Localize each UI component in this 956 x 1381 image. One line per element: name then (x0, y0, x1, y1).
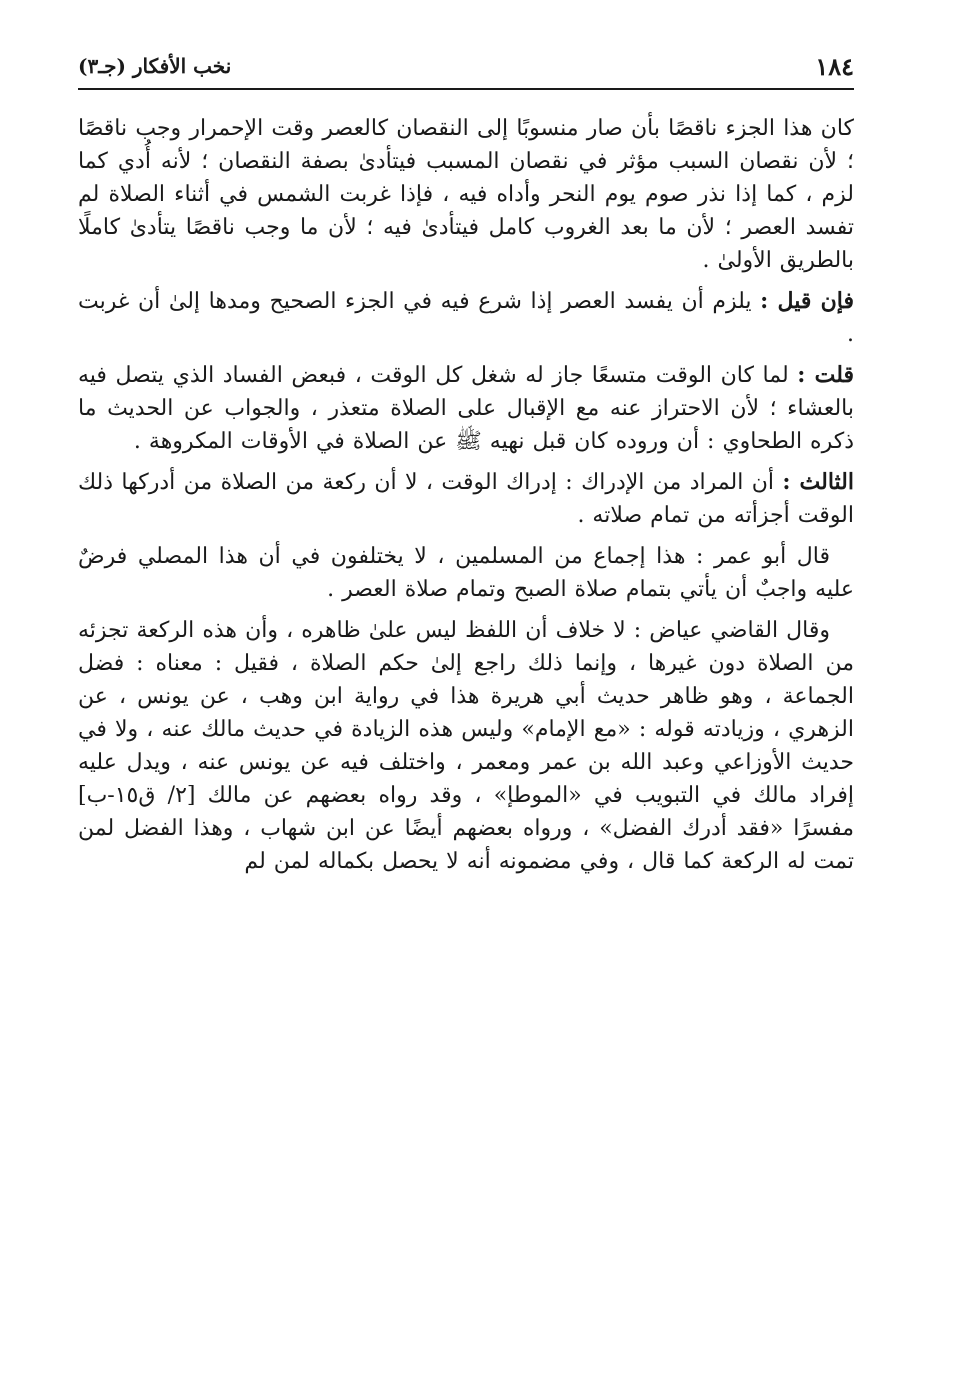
paragraph-1 (78, 112, 854, 277)
book-page (78, 48, 854, 1348)
body-text (78, 112, 854, 878)
paragraph-lead: قلت : (797, 362, 854, 388)
paragraph-text: قال أبو عمر : هذا إجماع من المسلمين ، لا يختلفون في أن هذا المصلي فرضٌ عليه واجبٌ أن يأتي بتمام صلاة الصبح وتمام صلاة العصر . (78, 544, 854, 602)
paragraph-6 (78, 614, 854, 878)
paragraph-text: وقال القاضي عياض : لا خلاف أن اللفظ ليس علىٰ ظاهره ، وأن هذه الركعة تجزئه من الصلاة دون غيرها ، وإنما ذلك راجع إلىٰ حكم الصلاة ، فقيل : معناه : فضل الجماعة ، وهو ظاهر حديث أبي هريرة هذا في رواية ابن وهب ، عن يونس ، عن الزهري ، وزيادته قوله : «مع الإمام» وليس هذه الزيادة في حديث مالك عنه ، ولا في حديث الأوزاعي وعبد الله بن عمر ومعمر ، واختلف فيه عن يونس عنه ، ويدل عليه إفراد مالك في التبويب في «الموطإ» ، وقد رواه بعضهم عن مالك [٢/ ق١٥-ب] مفسرًا «فقد أدرك الفضل» ، ورواه بعضهم أيضًا عن ابن شهاب ، وهذا الفضل لمن تمت له الركعة كما قال ، وفي مضمونه أنه لا يحصل بكماله لمن لم (78, 618, 854, 874)
page-number: ١٨٤ (815, 52, 854, 81)
paragraph-4 (78, 466, 854, 532)
paragraph-3 (78, 359, 854, 458)
paragraph-text: لما كان الوقت متسعًا جاز له شغل كل الوقت ، فبعض الفساد الذي يتصل فيه بالعشاء ؛ لأن الاحتراز عنه مع الإقبال على الصلاة متعذر ، والجواب عن الحديث ما ذكره الطحاوي : أن وروده كان قبل نهيه ﷺ عن الصلاة في الأوقات المكروهة . (78, 363, 854, 454)
paragraph-2 (78, 285, 854, 351)
paragraph-5 (78, 540, 854, 606)
paragraph-text: أن المراد من الإدراك : إدراك الوقت ، لا أن ركعة من الصلاة من أدركها ذلك الوقت أجزأته من تمام صلاته . (78, 470, 854, 528)
paragraph-text: كان هذا الجزء ناقصًا بأن صار منسوبًا إلى النقصان كالعصر وقت الإحمرار وجب ناقصًا ؛ لأن نقصان السبب مؤثر في نقصان المسبب فيتأدىٰ بصفة النقصان ؛ لأنه أُدي كما لزم ، كما إذا نذر صوم يوم النحر وأداه فيه ، فإذا غربت الشمس في أثناء الصلاة لم تفسد العصر ؛ لأن ما بعد الغروب كامل فيتأدىٰ فيه ؛ لأن ما وجب ناقصًا يتأدىٰ كاملًا بالطريق الأولىٰ . (78, 116, 854, 273)
paragraph-lead: الثالث : (782, 469, 854, 495)
paragraph-text: يلزم أن يفسد العصر إذا شرع فيه في الجزء الصحيح ومدها إلىٰ أن غربت . (78, 289, 854, 347)
running-header (78, 48, 854, 90)
paragraph-lead: فإن قيل : (760, 288, 854, 314)
book-title: نخب الأفكار (جـ٣) (78, 54, 232, 78)
